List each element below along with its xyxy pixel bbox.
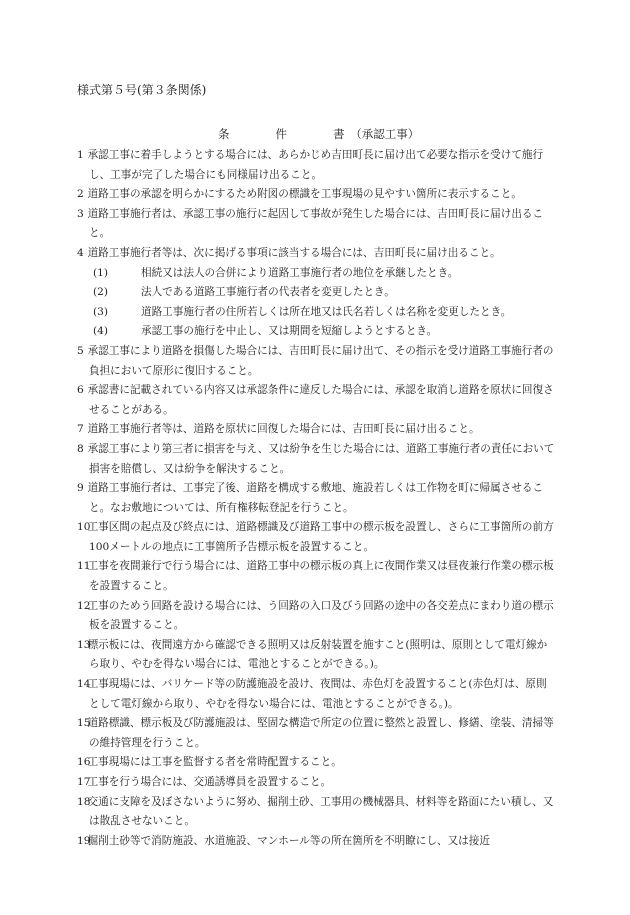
clause-text: 工事を夜間兼行で行う場合には、道路工事中の標示板の真上に夜間作業又は昼夜兼行作業の標示板を設置すること。: [87, 560, 554, 593]
clause-number: 2: [77, 188, 84, 201]
clause-7: [77, 420, 557, 440]
clause-number: 6: [77, 384, 84, 397]
clause-text: 道路工事施行者等は、道路を原状に回復した場合には、吉田町長に届け出ること。: [87, 423, 480, 436]
subitem-text: 道路工事施行者の住所若しくは所在地又は氏名若しくは名称を変更したとき。: [141, 305, 512, 318]
clause-text: 掘削土砂等で消防施設、水道施設、マンホール等の所在箇所を不明瞭にし、又は接近: [87, 834, 490, 847]
clause-text: 工事区間の起点及び終点には、道路標識及び道路工事中の標示板を設置し、さらに工事箇所の前方100メートルの地点に工事箇所予告標示板を設置すること。: [87, 521, 554, 553]
clause-text: 道路標識、標示板及び防護施設は、堅固な構造で所定の位置に整然と設置し、修繕、塗装、清掃等の維持管理を行うこと。: [87, 717, 554, 749]
clause-number: 13: [77, 638, 91, 651]
clause-number: 11: [77, 560, 91, 573]
clause-number: 17: [77, 776, 91, 788]
clause-text: 工事現場には、バリケード等の防護施設を設け、夜間は、赤色灯を設置すること(赤色灯は、原則として電灯線から取り、やむを得ない場合には、電池とすることができる。)。: [87, 678, 547, 710]
clause-5: [77, 342, 557, 381]
clause-17: [77, 773, 557, 793]
clause-text: 承認工事により道路を損傷した場合には、吉田町長に届け出て、その指示を受け道路工事施行者の負担において原形に復旧すること。: [87, 344, 554, 377]
clause-13: [77, 636, 557, 675]
clause-4: [77, 244, 557, 264]
clause-number: 16: [77, 756, 91, 769]
clause-9: [77, 479, 557, 518]
subitem-number: (3): [93, 305, 109, 318]
subitem-text: 相続又は法人の合併により道路工事施行者の地位を承継したとき。: [141, 266, 459, 279]
subitem-3: [77, 303, 557, 323]
clause-number: 14: [77, 678, 91, 691]
form-number: 様式第５号(第３条関係): [77, 83, 207, 97]
clause-text: 道路工事施行者は、承認工事の施行に起因して事故が発生した場合には、吉田町長に届け出ること。: [87, 207, 544, 240]
clause-text: 工事を行う場合には、交通誘導員を設置すること。: [87, 776, 332, 788]
clause-11: [77, 557, 557, 596]
clause-text: 標示板には、夜間遠方から確認できる照明又は反射装置を施すこと(照明は、原則として電灯線から取り、やむを得ない場合には、電池とすることができる。)。: [87, 638, 548, 671]
clause-number: 3: [77, 207, 84, 220]
clause-number: 5: [77, 344, 84, 357]
subitem-number: (4): [93, 325, 109, 338]
clause-text: 工事現場には工事を監督する者を常時配置すること。: [87, 756, 342, 769]
clause-text: 交通に支障を及ぼさないように努め、掘削土砂、工事用の機械器具、材料等を路面にたい積し、又は散乱させないこと。: [87, 795, 554, 828]
clause-number: 1: [77, 149, 84, 161]
clause-15: [77, 714, 557, 753]
clause-1: [77, 146, 557, 185]
clause-number: 12: [77, 599, 91, 612]
subitem-number: (1): [93, 266, 109, 279]
clause-text: 承認書に記載されている内容又は承認条件に違反した場合には、承認を取消し道路を原状に回復させることがある。: [87, 384, 554, 416]
clause-8: [77, 440, 557, 479]
clause-number: 19: [77, 834, 91, 847]
subitem-text: 承認工事の施行を中止し、又は期間を短縮しようとするとき。: [141, 325, 438, 338]
clause-2: [77, 185, 557, 205]
clause-number: 4: [77, 246, 84, 259]
clause-text: 道路工事の承認を明らかにするため附図の標識を工事現場の見やすい箇所に表示すること。: [87, 188, 522, 201]
clause-text: 工事のためう回路を設ける場合には、う回路の入口及びう回路の途中の各交差点にまわり道の標示板を設置すること。: [87, 599, 554, 632]
clause-number: 7: [77, 423, 84, 436]
clause-text: 承認工事に着手しようとする場合には、あらかじめ吉田町長に届け出て必要な指示を受けて施行し、工事が完了した場合にも同様届け出ること。: [87, 149, 544, 181]
clause-number: 9: [77, 482, 84, 495]
clause-10: [77, 518, 557, 557]
subitem-1: [77, 264, 557, 284]
clause-text: 承認工事により第三者に損害を与え、又は紛争を生じた場合には、道路工事施行者の責任において損害を賠償し、又は紛争を解決すること。: [87, 442, 555, 475]
clause-number: 18: [77, 795, 91, 808]
clause-text: 道路工事施行者等は、次に掲げる事項に該当する場合には、吉田町長に届け出ること。: [87, 246, 501, 259]
clause-number: 8: [77, 442, 84, 455]
clause-number: 10: [77, 521, 91, 534]
clause-18: [77, 793, 557, 832]
subitem-2: [77, 283, 557, 303]
subitem-number: (2): [93, 286, 109, 299]
clause-number: 15: [77, 717, 91, 730]
clause-12: [77, 597, 557, 636]
clause-text: 道路工事施行者は、工事完了後、道路を構成する敷地、施設若しくは工作物を町に帰属させること。なお敷地については、所有権移転登記を行うこと。: [87, 482, 544, 514]
clause-19: [77, 832, 557, 852]
clause-14: [77, 675, 557, 714]
subitem-4: [77, 322, 557, 342]
document-title: 条 件 書 （承認工事）: [218, 127, 420, 141]
clause-6: [77, 381, 557, 420]
clause-3: [77, 205, 557, 244]
clause-16: [77, 753, 557, 773]
clause-list: [77, 146, 557, 851]
subitem-text: 法人である道路工事施行者の代表者を変更したとき。: [141, 286, 395, 299]
